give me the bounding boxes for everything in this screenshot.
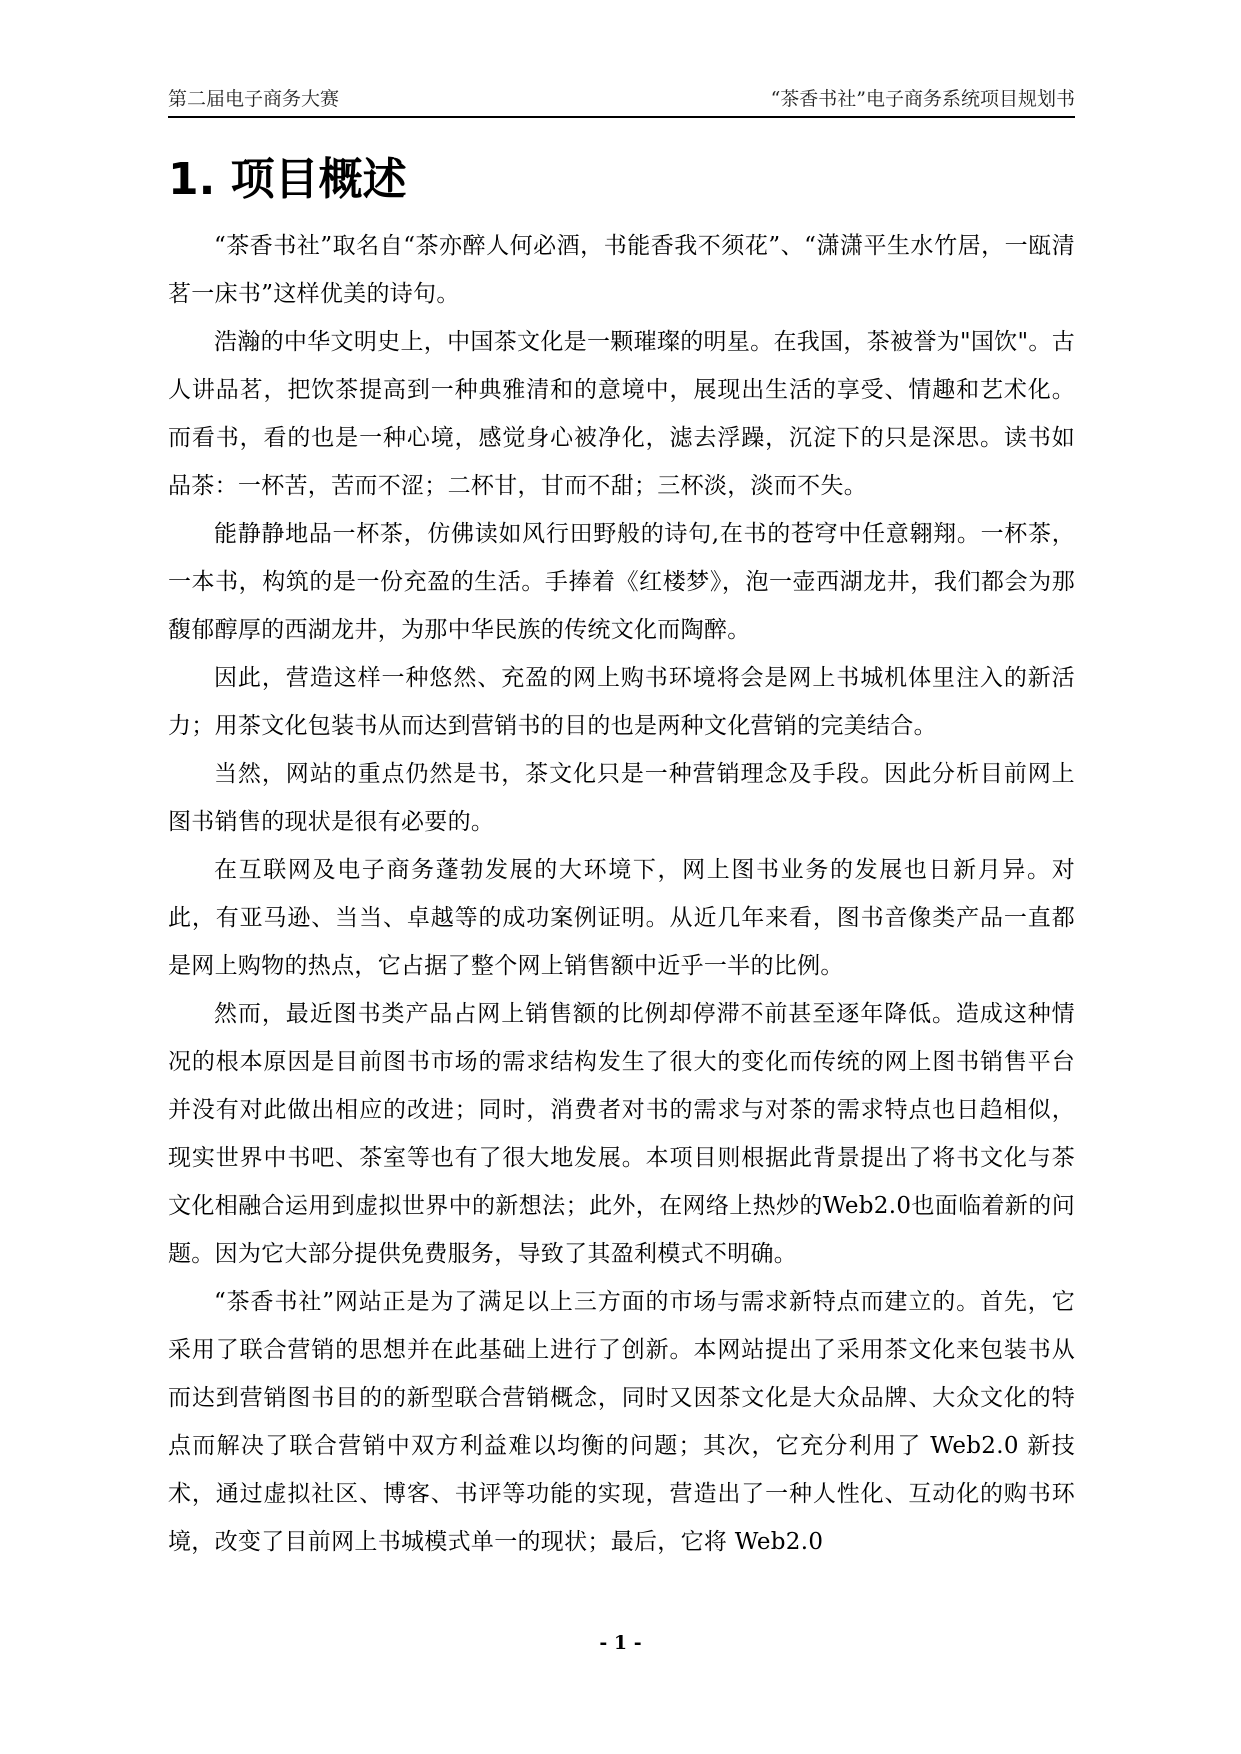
page-header <box>168 84 1075 118</box>
header-left-text: 第二届电子商务大赛 <box>168 88 340 110</box>
paragraph: 能静静地品一杯茶，仿佛读如风行田野般的诗句,在书的苍穹中任意翱翔。一杯茶，一本书，构筑的是一份充盈的生活。手捧着《红楼梦》，泡一壶西湖龙井，我们都会为那馥郁醇厚的西湖龙井，为那中华民族的传统文化而陶醉。 <box>168 521 1075 643</box>
paragraph: 浩瀚的中华文明史上，中国茶文化是一颗璀璨的明星。在我国，茶被誉为"国饮"。古人讲品茗，把饮茶提高到一种典雅清和的意境中，展现出生活的享受、情趣和艺术化。而看书，看的也是一种心境，感觉身心被净化，滤去浮躁，沉淀下的只是深思。读书如品茶：一杯苦，苦而不涩；二杯甘，甘而不甜；三杯淡，淡而不失。 <box>168 329 1075 499</box>
body-text <box>168 222 1075 1566</box>
paragraph: “茶香书社”网站正是为了满足以上三方面的市场与需求新特点而建立的。首先，它采用了联合营销的思想并在此基础上进行了创新。本网站提出了采用茶文化来包装书从而达到营销图书目的的新型联合营销概念，同时又因茶文化是大众品牌、大众文化的特点而解决了联合营销中双方利益难以均衡的问题；其次，它充分利用了 Web2.0 新技术，通过虚拟社区、博客、书评等功能的实现，营造出了一种人性化、互动化的购书环境，改变了目前网上书城模式单一的现状；最后，它将 Web2.0 <box>168 1289 1075 1555</box>
paragraph: 然而，最近图书类产品占网上销售额的比例却停滞不前甚至逐年降低。造成这种情况的根本原因是目前图书市场的需求结构发生了很大的变化而传统的网上图书销售平台并没有对此做出相应的改进；同时，消费者对书的需求与对茶的需求特点也日趋相似，现实世界中书吧、茶室等也有了很大地发展。本项目则根据此背景提出了将书文化与茶文化相融合运用到虚拟世界中的新想法；此外，在网络上热炒的Web2.0也面临着新的问题。因为它大部分提供免费服务，导致了其盈利模式不明确。 <box>168 1001 1075 1267</box>
header-right-text: “茶香书社”电子商务系统项目规划书 <box>770 88 1075 110</box>
paragraph: 当然，网站的重点仍然是书，茶文化只是一种营销理念及手段。因此分析目前网上图书销售的现状是很有必要的。 <box>168 761 1075 835</box>
paragraph: “茶香书社”取名自“茶亦醉人何必酒，书能香我不须花”、“潇潇平生水竹居，一瓯清茗一床书”这样优美的诗句。 <box>168 233 1075 307</box>
page-number: - 1 - <box>599 1632 642 1654</box>
paragraph: 因此，营造这样一种悠然、充盈的网上购书环境将会是网上书城机体里注入的新活力；用茶文化包装书从而达到营销书的目的也是两种文化营销的完美结合。 <box>168 665 1075 739</box>
section-title: 1. 项目概述 <box>168 154 407 205</box>
paragraph: 在互联网及电子商务蓬勃发展的大环境下，网上图书业务的发展也日新月异。对此，有亚马逊、当当、卓越等的成功案例证明。从近几年来看，图书音像类产品一直都是网上购物的热点，它占据了整个网上销售额中近乎一半的比例。 <box>168 857 1075 979</box>
